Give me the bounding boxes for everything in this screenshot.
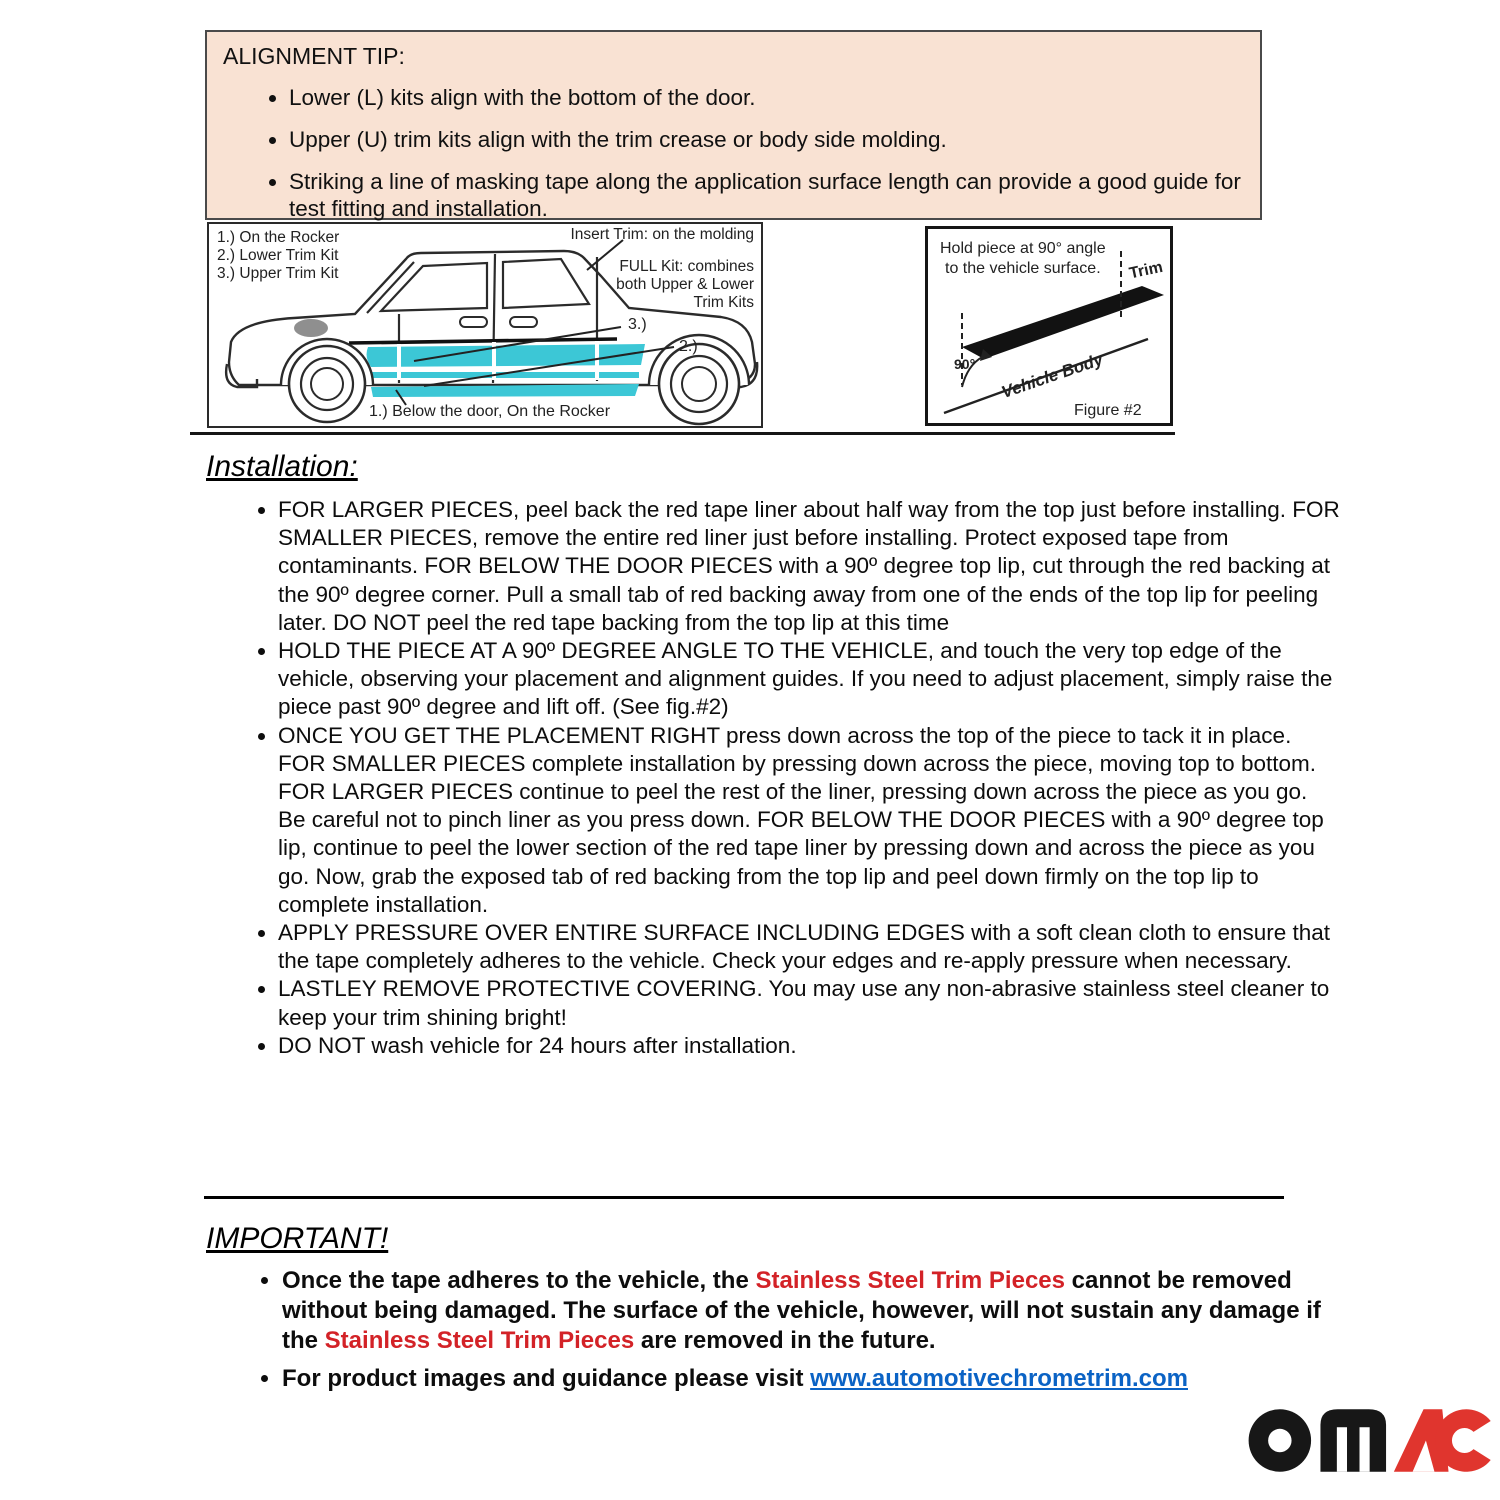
figure-2-drawing bbox=[928, 229, 1170, 423]
rear-door-handle bbox=[510, 317, 537, 327]
callout-3-label: 3.) bbox=[628, 316, 647, 333]
important-highlight: Stainless Steel Trim Pieces bbox=[324, 1327, 635, 1354]
installation-list bbox=[206, 496, 1340, 1060]
omac-logo bbox=[1247, 1396, 1497, 1478]
alignment-tip-item: • Upper (U) trim kits align with the trim crease or body side molding. bbox=[289, 126, 1244, 153]
figure-2-caption: Figure #2 bbox=[1074, 402, 1142, 419]
alignment-tip-item: • Lower (L) kits align with the bottom of the door. bbox=[289, 84, 1244, 111]
fig2-caption-line-2: to the vehicle surface. bbox=[945, 260, 1101, 277]
important-text: are removed in the future. bbox=[634, 1327, 936, 1354]
car-fender-oval bbox=[294, 319, 328, 337]
installation-step: • HOLD THE PIECE AT A 90º DEGREE ANGLE TO THE VEHICLE, and touch the very top edge of the vehicle, observing your placement and alignment guides. If you need to adjust placement, simply raise the piece past 90º degree and lift off. (See fig.#2) bbox=[278, 637, 1340, 722]
installation-heading: Installation: bbox=[206, 450, 358, 483]
trim-label: Trim bbox=[1127, 258, 1165, 283]
angle-label: 90° bbox=[954, 356, 976, 372]
car-legend-line-3: 3.) Upper Trim Kit bbox=[217, 265, 339, 282]
installation-step: • DO NOT wash vehicle for 24 hours after installation. bbox=[278, 1032, 1340, 1060]
trim-slab bbox=[962, 286, 1164, 359]
alignment-tip-box bbox=[205, 30, 1262, 220]
important-text: For product images and guidance please visit bbox=[282, 1365, 811, 1392]
important-heading: IMPORTANT! bbox=[206, 1222, 389, 1255]
front-wheel bbox=[281, 339, 373, 422]
important-text: cannot be removed without being damaged. The surface of the vehicle, however, will not sustain any damage if the bbox=[282, 1267, 1321, 1354]
callout-2-label: 2.) bbox=[679, 338, 698, 355]
front-door-handle bbox=[460, 317, 487, 327]
alignment-tip-item: • Striking a line of masking tape along the application surface length can provide a good guide for test fitting and installation. bbox=[289, 168, 1244, 222]
installation-step: • APPLY PRESSURE OVER ENTIRE SURFACE INCLUDING EDGES with a soft clean cloth to ensure that the tape completely adheres to the vehicle. Check your edges and re-apply pressure when necessary. bbox=[278, 919, 1340, 975]
car-legend-line-1: 1.) On the Rocker bbox=[217, 229, 340, 246]
installation-step: • FOR LARGER PIECES, peel back the red tape liner about half way from the top just before installing. FOR SMALLER PIECES, remove the entire red liner just before installing. Protect exposed tape from contaminants. FOR BELOW THE DOOR PIECES with a 90º degree top lip, cut through the red backing at the 90º degree corner. Pull a small tab of red backing away from one of the ends of the top lip for peeling later. DO NOT peel the red tape backing from the top lip at this time bbox=[278, 496, 1340, 637]
fig2-caption-line-1: Hold piece at 90° angle bbox=[940, 240, 1106, 257]
alignment-tip-title: ALIGNMENT TIP: bbox=[223, 43, 405, 69]
callout-1-label: 1.) Below the door, On the Rocker bbox=[369, 403, 611, 420]
omac-logo-black-letters bbox=[1249, 1409, 1386, 1471]
important-divider bbox=[204, 1196, 1284, 1199]
car-trim-diagram bbox=[207, 222, 763, 428]
full-kit-note-line-3: Trim Kits bbox=[693, 294, 754, 311]
installation-step: • ONCE YOU GET THE PLACEMENT RIGHT press down across the top of the piece to tack it in place. FOR SMALLER PIECES complete installation by pressing down across the piece, moving top to bottom. FOR LARGER PIECES continue to peel the rest of the liner, pressing down across the piece as you go. Be careful not to pinch liner as you press down. FOR BELOW THE DOOR PIECES with a 90º degree top lip, continue to peel the lower section of the red tape liner by pressing down and across the piece as you go. Now, grab the exposed tab of red backing from the top lip and peel down firmly on the top lip to complete installation. bbox=[278, 722, 1340, 919]
figure-2-box bbox=[925, 226, 1173, 426]
important-list bbox=[206, 1266, 1350, 1402]
important-text: Once the tape adheres to the vehicle, the bbox=[282, 1267, 756, 1294]
website-link[interactable]: www.automotivechrometrim.com bbox=[810, 1365, 1188, 1392]
important-note bbox=[282, 1364, 1350, 1394]
car-legend-line-2: 2.) Lower Trim Kit bbox=[217, 247, 339, 264]
insert-trim-note: Insert Trim: on the molding bbox=[570, 226, 754, 243]
alignment-tip-list bbox=[223, 84, 1244, 222]
car-diagram-drawing bbox=[209, 224, 761, 426]
figures-divider bbox=[190, 432, 1175, 435]
full-kit-note-line-1: FULL Kit: combines bbox=[619, 258, 754, 275]
installation-step: • LASTLEY REMOVE PROTECTIVE COVERING. You may use any non-abrasive stainless steel cleaner to keep your trim shining bright! bbox=[278, 975, 1340, 1031]
important-highlight: Stainless Steel Trim Pieces bbox=[755, 1267, 1065, 1294]
full-kit-note-line-2: both Upper & Lower bbox=[616, 276, 754, 293]
important-note bbox=[282, 1266, 1350, 1356]
vehicle-body-label: Vehicle Body bbox=[998, 349, 1106, 403]
omac-logo-red-letters bbox=[1394, 1409, 1491, 1471]
